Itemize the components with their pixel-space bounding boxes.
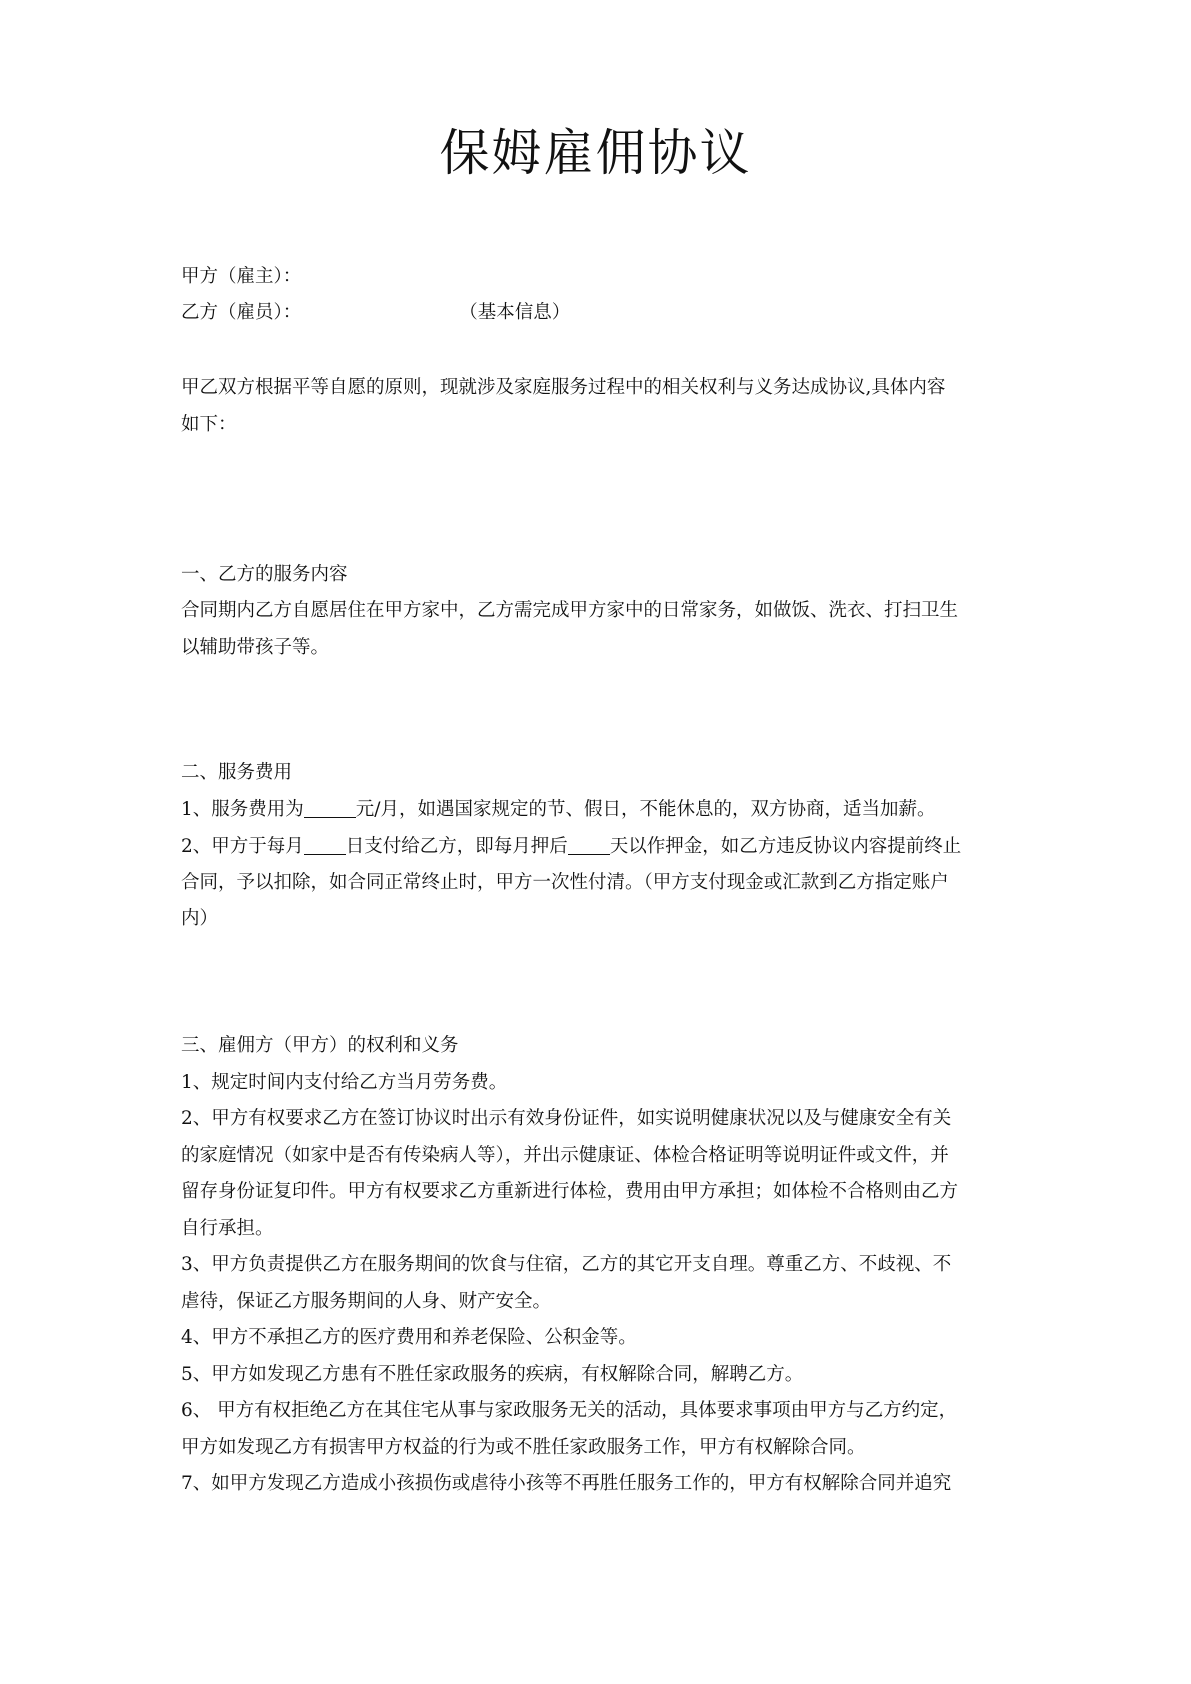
section3-line-4: 留存身份证复印件。甲方有权要求乙方重新进行体检，费用由甲方承担；如体检不合格则由乙方 (181, 1181, 959, 1202)
section3-line-9: 5、甲方如发现乙方患有不胜任家政服务的疾病，有权解除合同，解聘乙方。 (181, 1364, 804, 1385)
section1-line-2: 以辅助带孩子等。 (181, 637, 330, 658)
section3-line-11: 甲方如发现乙方有损害甲方权益的行为或不胜任家政服务工作，甲方有权解除合同。 (181, 1437, 866, 1458)
section3-line-6: 3、甲方负责提供乙方在服务期间的饮食与住宿，乙方的其它开支自理。尊重乙方、不歧视、不 (181, 1254, 952, 1275)
section2-line-4: 内） (181, 908, 219, 929)
section1-heading: 一、乙方的服务内容 (181, 564, 348, 585)
deposit-blank (568, 832, 610, 855)
section2-item-1 (181, 795, 1021, 825)
payday-label: 2、甲方于每月 (181, 836, 304, 857)
party-b-note: （基本信息） (459, 302, 571, 323)
section2-item-2 (181, 832, 1021, 862)
section3-line-1: 1、规定时间内支付给乙方当月劳务费。 (181, 1072, 508, 1093)
section2-line-3: 合同，予以扣除，如合同正常终止时，甲方一次性付清。（甲方支付现金或汇款到乙方指定账户 (181, 872, 949, 893)
section3-line-10: 6、 甲方有权拒绝乙方在其住宅从事与家政服务无关的活动，具体要求事项由甲方与乙方约定， (181, 1400, 958, 1421)
section3-line-7: 虐待，保证乙方服务期间的人身、财产安全。 (181, 1291, 552, 1312)
intro-line-2: 如下： (181, 414, 237, 435)
section3-line-2: 2、甲方有权要求乙方在签订协议时出示有效身份证件，如实说明健康状况以及与健康安全有关 (181, 1108, 952, 1129)
section2-heading: 二、服务费用 (181, 762, 293, 783)
deposit-text: 天以作押金，如乙方违反协议内容提前终止 (609, 836, 962, 857)
fee-text: 元/月，如遇国家规定的节、假日，不能休息的，双方协商，适当加薪。 (355, 799, 936, 820)
section3-line-3: 的家庭情况（如家中是否有传染病人等），并出示健康证、体检合格证明等说明证件或文件，并 (181, 1145, 949, 1166)
section3-line-8: 4、甲方不承担乙方的医疗费用和养老保险、公积金等。 (181, 1327, 637, 1348)
section1-line-1: 合同期内乙方自愿居住在甲方家中，乙方需完成甲方家中的日常家务，如做饭、洗衣、打扫卫生 (181, 600, 959, 621)
document-title: 保姆雇佣协议 (439, 124, 752, 182)
section3-line-5: 自行承担。 (181, 1218, 274, 1239)
fee-blank (304, 795, 356, 818)
intro-line-1: 甲乙双方根据平等自愿的原则，现就涉及家庭服务过程中的相关权利与义务达成协议,具体内容 (181, 377, 946, 398)
deposit-label: 日支付给乙方，即每月押后 (345, 836, 568, 857)
section3-heading: 三、雇佣方（甲方）的权利和义务 (181, 1035, 459, 1056)
payday-blank (304, 832, 346, 855)
section3-line-12: 7、如甲方发现乙方造成小孩损伤或虐待小孩等不再胜任服务工作的，甲方有权解除合同并追究 (181, 1473, 952, 1494)
fee-label: 1、服务费用为 (181, 799, 304, 820)
party-b-line (181, 298, 1021, 328)
party-a-line: 甲方（雇主）： (181, 266, 302, 287)
party-b-label: 乙方（雇员）： (181, 302, 302, 323)
